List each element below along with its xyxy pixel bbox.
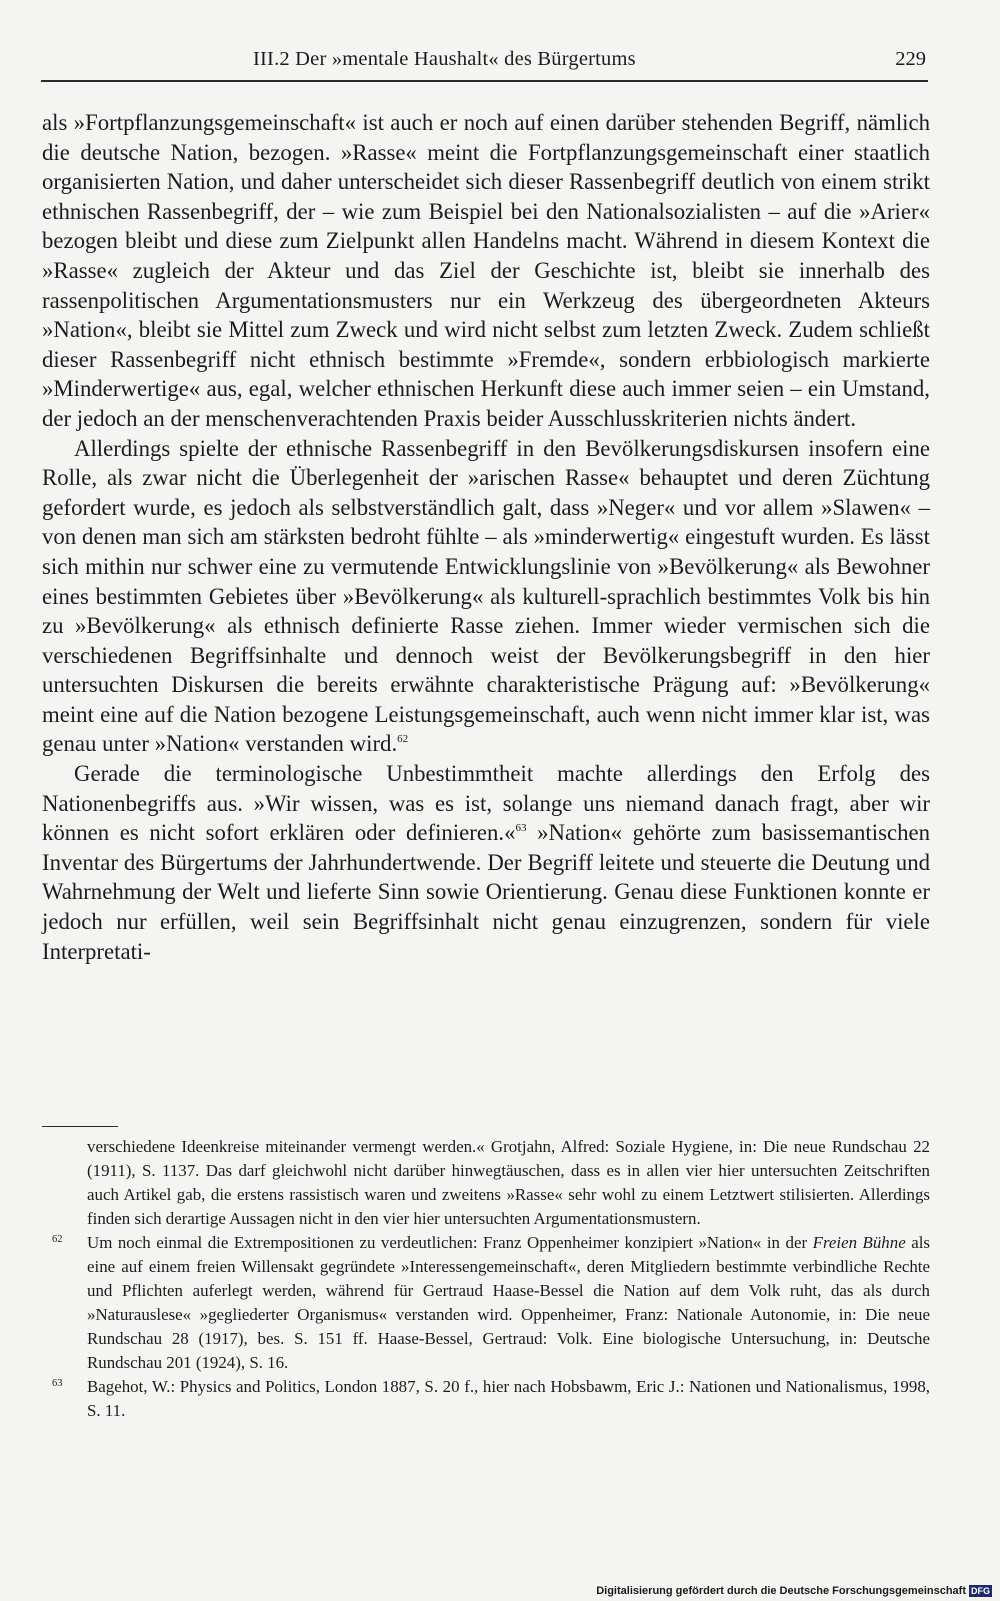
footnote-62 bbox=[42, 1231, 930, 1375]
footnote-continuation: verschiedene Ideenkreise miteinander vermengt werden.« Grotjahn, Alfred: Soziale Hygiene, in: Die neue Rundschau 22 (1911), S. 1137. Das darf gleichwohl nicht darüber hinwegtäuschen, dass es in allen vier hier untersuchten Zeitschriften auch Artikel gab, die erstens rassistisch waren und zweitens »Rasse« sehr wohl zu einem Letztwert stilisierten. Allerdings finden sich derartige Aussagen nicht in den vier hier untersuchten Argumentationsmustern. bbox=[87, 1137, 930, 1228]
paragraph-3 bbox=[42, 759, 930, 966]
running-title: III.2 Der »mentale Haushalt« des Bürgertums bbox=[253, 48, 636, 70]
footnote-63-text: Bagehot, W.: Physics and Politics, London 1887, S. 20 f., hier nach Hobsbawm, Eric J.: Nationen und Nationalismus, 1998, S. 11. bbox=[87, 1377, 930, 1420]
footnote-62-italic: Freien Bühne bbox=[812, 1233, 906, 1252]
paragraph-3-text-a: Gerade die terminologische Unbestimmtheit machte allerdings den Erfolg des Nationenbegriffs aus. »Wir wissen, was es ist, solange uns niemand danach fragt, aber wir können es nicht sofort erklären oder definieren.« bbox=[42, 761, 930, 846]
running-head bbox=[41, 46, 928, 82]
footnote-ref-63[interactable]: 63 bbox=[515, 822, 527, 835]
footnote-ref-62[interactable]: 62 bbox=[397, 733, 409, 746]
footnote-62-text-b: als eine auf einem freien Willensakt gegründete »Interessengemeinschaft«, deren Mitgliedern bestimmte verbindliche Rechte und Pflichten auferlegt werden, während für Gertraud Haase-Bessel die Nation auf dem Volk ruht, das als durch »Naturauslese« »gegliederter Organismus« verstanden wird. Oppenheimer, Franz: Nationale Autonomie, in: Die neue Rundschau 28 (1917), bes. S. 151 ff. Haase-Bessel, Gertraud: Volk. Eine biologische Untersuchung, in: Deutsche Rundschau 201 (1924), S. 16. bbox=[87, 1233, 930, 1372]
footnote-62-text-a: Um noch einmal die Extrempositionen zu verdeutlichen: Franz Oppenheimer konzipiert »Nation« in der bbox=[87, 1233, 813, 1252]
page-number: 229 bbox=[895, 48, 926, 70]
main-text bbox=[42, 108, 930, 966]
footnote-63-number: 63 bbox=[52, 1378, 63, 1389]
footnotes bbox=[42, 1135, 930, 1423]
credit-text: Digitalisierung gefördert durch die Deutsche Forschungsgemeinschaft bbox=[596, 1585, 966, 1597]
paragraph-1: als »Fortpflanzungsgemeinschaft« ist auch er noch auf einen darüber stehenden Begriff, nämlich die deutsche Nation, bezogen. »Rasse« meint die Fortpflanzungsgemeinschaft einer staatlich organisierten Nation, und daher unterscheidet sich dieser Rassenbegriff deutlich von einem strikt ethnischen Rassenbegriff, der – wie zum Beispiel bei den Nationalsozialisten – auf die »Arier« bezogen bleibt und diese zum Zielpunkt allen Handelns macht. Während in diesem Kontext die »Rasse« zugleich der Akteur und das Ziel der Geschichte ist, bleibt sie innerhalb des rassenpolitischen Argumentationsmusters nur ein Werkzeug des übergeordneten Akteurs »Nation«, bleibt sie Mittel zum Zweck und wird nicht selbst zum letzten Zweck. Zudem schließt dieser Rassenbegriff nicht ethnisch bestimmte »Fremde«, sondern erbbiologisch markierte »Minderwertige« aus, egal, welcher ethnischen Herkunft diese auch immer seien – ein Umstand, der jedoch an der menschenverachtenden Praxis beider Ausschlusskriterien nichts ändert. bbox=[42, 110, 930, 431]
footnote-63 bbox=[42, 1375, 930, 1423]
dfg-logo: DFG bbox=[971, 1586, 990, 1596]
footnote-divider bbox=[42, 1126, 118, 1127]
paragraph-2-text: Allerdings spielte der ethnische Rassenbegriff in den Bevölkerungsdiskursen insofern eine Rolle, als zwar nicht die Überlegenheit der »arischen Rasse« behauptet und deren Züchtung gefordert wurde, es jedoch als selbstverständlich galt, dass »Neger« und vor allem »Slawen« – von denen man sich am stärksten bedroht fühlte – als »minderwertig« eingestuft wurden. Es lässt sich mithin nur schwer eine zu vermutende Entwicklungslinie von »Bevölkerung« als Bewohner eines bestimmten Gebietes über »Bevölkerung« als kulturell-sprachlich bestimmtes Volk bis hin zu »Bevölkerung« als ethnisch definierte Rasse ziehen. Immer wieder vermischen sich die verschiedenen Begriffsinhalte und dennoch weist der Bevölkerungsbegriff in den hier untersuchten Diskursen die bereits erwähnte charakteristische Prägung auf: »Bevölkerung« meint eine auf die Nation bezogene Leistungsgemeinschaft, auch wenn nicht immer klar ist, was genau unter »Nation« verstanden wird. bbox=[42, 435, 930, 757]
footnote-62-number: 62 bbox=[52, 1234, 63, 1245]
paragraph-2 bbox=[42, 434, 930, 760]
digitization-credit bbox=[596, 1585, 992, 1598]
paragraph-3-text-b: »Nation« gehörte zum basissemantischen Inventar des Bürgertums der Jahrhundertwende. Der Begriff leitete und steuerte die Deutung und Wahrnehmung der Welt und lieferte Sinn sowie Orientierung. Genau diese Funktionen konnte er jedoch nur erfüllen, weil sein Begriffsinhalt nicht genau einzugrenzen, sondern für viele Interpretati- bbox=[42, 820, 930, 964]
